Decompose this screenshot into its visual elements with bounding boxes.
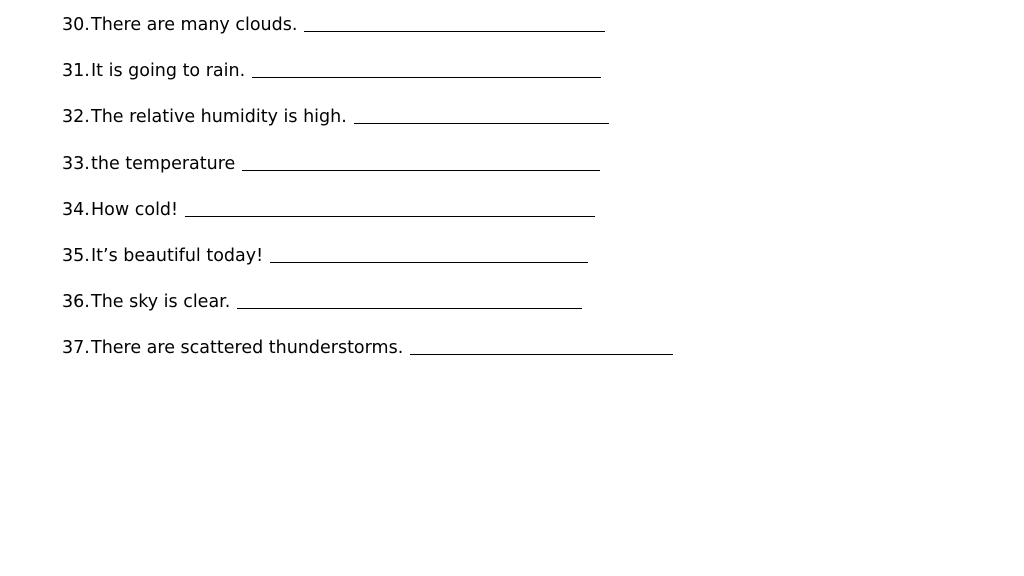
item-number: 30.: [62, 15, 90, 35]
item-number: 33.: [62, 153, 90, 174]
item-number: 37.: [62, 338, 90, 359]
item-number: 36.: [62, 292, 90, 313]
list-item: [62, 11, 962, 57]
list-item: [62, 242, 962, 288]
list-item: [62, 334, 962, 380]
item-prompt: There are scattered thunderstorms.: [91, 338, 404, 359]
answer-blank[interactable]: [304, 13, 605, 32]
item-number: 34.: [62, 199, 90, 220]
item-prompt: It is going to rain.: [91, 61, 246, 82]
item-prompt: the temperature: [91, 153, 236, 174]
answer-blank[interactable]: [185, 198, 595, 217]
item-number: 31.: [62, 61, 90, 82]
list-item: [62, 103, 962, 149]
answer-blank[interactable]: [354, 105, 609, 124]
answer-blank[interactable]: [242, 152, 600, 171]
list-item: [62, 196, 962, 242]
item-prompt: There are many clouds.: [91, 15, 298, 35]
list-item: [62, 57, 962, 103]
item-prompt: The sky is clear.: [91, 292, 231, 313]
item-number: 32.: [62, 107, 90, 128]
answer-blank[interactable]: [410, 336, 673, 355]
item-number: 35.: [62, 245, 90, 266]
item-prompt: The relative humidity is high.: [91, 107, 347, 128]
item-prompt: How cold!: [91, 199, 179, 220]
worksheet-list: [62, 11, 962, 381]
answer-blank[interactable]: [252, 59, 601, 78]
item-prompt: It’s beautiful today!: [91, 245, 264, 266]
list-item: [62, 288, 962, 334]
answer-blank[interactable]: [237, 290, 582, 309]
answer-blank[interactable]: [270, 244, 588, 263]
list-item: [62, 150, 962, 196]
